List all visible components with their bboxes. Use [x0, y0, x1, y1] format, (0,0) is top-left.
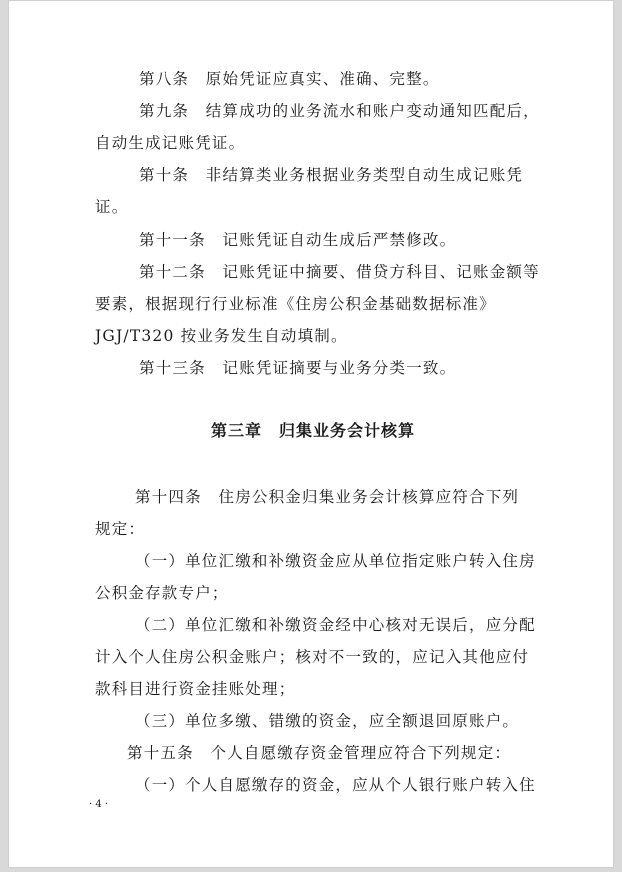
chapter-heading: 第三章 归集业务会计核算 [211, 421, 416, 440]
article-14-line-1: 第十四条 住房公积金归集业务会计核算应符合下列 [135, 488, 520, 506]
article-9-line-1: 第九条 结算成功的业务流水和账户变动通知匹配后， [139, 102, 540, 120]
article-15-item-1-line: （一）个人自愿缴存的资金，应从个人银行账户转入住 [135, 776, 536, 794]
article-10-line-1: 第十条 非结算类业务根据业务类型自动生成记账凭 [139, 166, 524, 184]
article-14-item-1-line-2: 公积金存款专户； [95, 584, 229, 602]
article-8-line: 第八条 原始凭证应真实、准确、完整。 [139, 70, 440, 88]
page-number: · 4 · [89, 799, 109, 810]
article-13-line: 第十三条 记账凭证摘要与业务分类一致。 [139, 359, 457, 377]
article-10-line-2: 证。 [95, 198, 129, 216]
article-15-line: 第十五条 个人自愿缴存资金管理应符合下列规定： [127, 744, 512, 762]
article-14-item-2-line-2: 计入个人住房公积金账户；核对不一致的，应记入其他应付 [95, 648, 530, 666]
article-14-line-2: 规定： [95, 520, 146, 538]
article-12-line-1: 第十二条 记账凭证中摘要、借贷方科目、记账金额等 [139, 263, 540, 281]
article-12-line-2: 要素，根据现行行业标准《住房公积金基础数据标准》 [95, 295, 496, 313]
document-page [8, 0, 614, 868]
article-12-line-3: JGJ/T320 按业务发生自动填制。 [95, 327, 348, 345]
article-14-item-1-line-1: （一）单位汇缴和补缴资金应从单位指定账户转入住房 [135, 552, 536, 570]
article-14-item-3-line: （三）单位多缴、错缴的资金，应全额退回原账户。 [135, 712, 520, 730]
article-14-item-2-line-1: （二）单位汇缴和补缴资金经中心核对无误后，应分配 [135, 616, 536, 634]
article-11-line: 第十一条 记账凭证自动生成后严禁修改。 [139, 231, 457, 249]
article-14-item-2-line-3: 款科目进行资金挂账处理； [95, 680, 296, 698]
article-9-line-2: 自动生成记账凭证。 [95, 134, 246, 152]
